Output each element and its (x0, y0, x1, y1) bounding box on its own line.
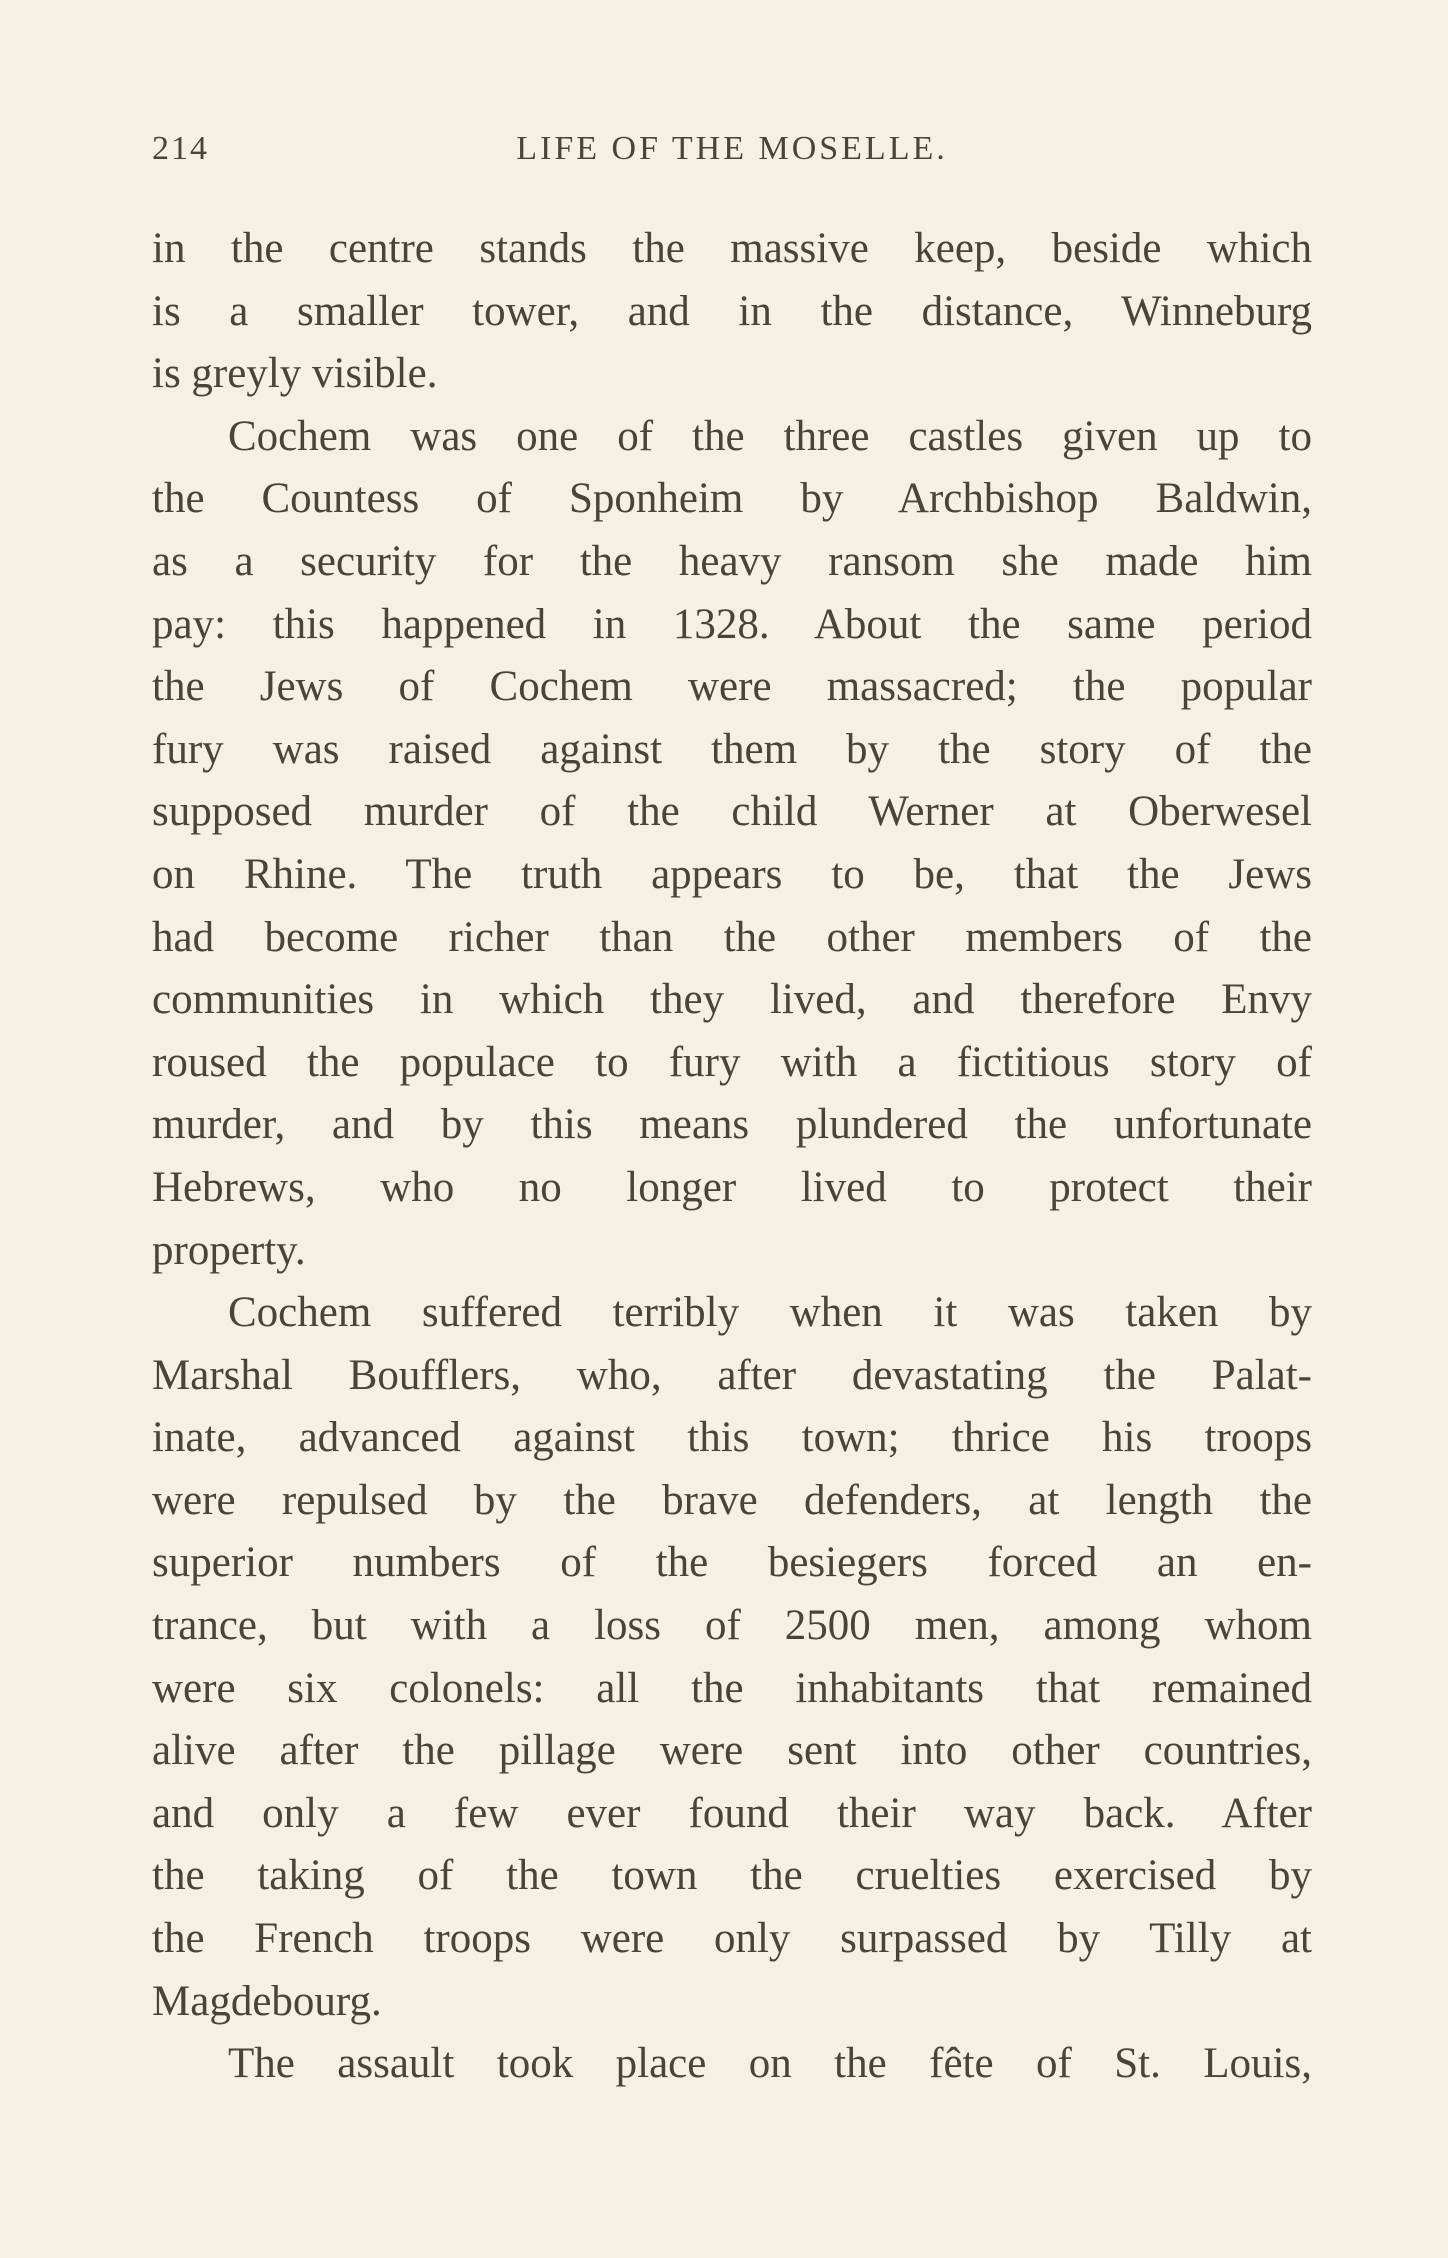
text-line: Cochem suffered terribly when it was taken by (228, 1289, 1312, 1337)
text-line: Cochem was one of the three castles given up to (228, 412, 1312, 460)
running-head (152, 130, 1312, 180)
text-line: inate, advanced against this town; thrice his troops (152, 1414, 1312, 1462)
text-line: is greyly visible. (152, 350, 438, 398)
text-line: had become richer than the other members of the (152, 913, 1312, 961)
text-line: the Countess of Sponheim by Archbishop Baldwin, (152, 475, 1312, 523)
text-line: alive after the pillage were sent into other countries, (152, 1727, 1312, 1775)
text-line: as a security for the heavy ransom she made him (152, 537, 1312, 585)
text-line: were six colonels: all the inhabitants that remained (152, 1664, 1312, 1712)
text-line: superior numbers of the besiegers forced an en- (152, 1539, 1312, 1587)
text-line: roused the populace to fury with a fictitious story of (152, 1038, 1312, 1086)
text-line: on Rhine. The truth appears to be, that the Jews (152, 850, 1312, 898)
page-number: 214 (152, 130, 209, 167)
text-line: supposed murder of the child Werner at Oberwesel (152, 788, 1312, 836)
text-line: Hebrews, who no longer lived to protect their (152, 1163, 1312, 1211)
body-text (152, 218, 1312, 2096)
text-line: the taking of the town the cruelties exercised by (152, 1852, 1312, 1900)
text-line: in the centre stands the massive keep, beside which (152, 225, 1312, 272)
text-line: and only a few ever found their way back. After (152, 1789, 1312, 1837)
text-line: murder, and by this means plundered the unfortunate (152, 1101, 1312, 1149)
text-line: The assault took place on the fête of St. Louis, (228, 2040, 1312, 2088)
text-line: the French troops were only surpassed by Tilly at (152, 1915, 1312, 1963)
text-line: the Jews of Cochem were massacred; the popular (152, 663, 1312, 711)
text-line: trance, but with a loss of 2500 men, among whom (152, 1602, 1312, 1650)
text-line: property. (152, 1226, 306, 1274)
text-line: communities in which they lived, and therefore Envy (152, 976, 1312, 1024)
text-line: is a smaller tower, and in the distance, Winneburg (152, 287, 1312, 335)
text-line: pay: this happened in 1328. About the same period (152, 600, 1312, 648)
text-line: Marshal Boufflers, who, after devastating the Palat- (152, 1351, 1312, 1399)
text-line: Magdebourg. (152, 1977, 382, 2025)
text-line: fury was raised against them by the story of the (152, 725, 1312, 773)
text-line: were repulsed by the brave defenders, at length the (152, 1476, 1312, 1524)
running-title: LIFE OF THE MOSELLE. (516, 130, 948, 167)
